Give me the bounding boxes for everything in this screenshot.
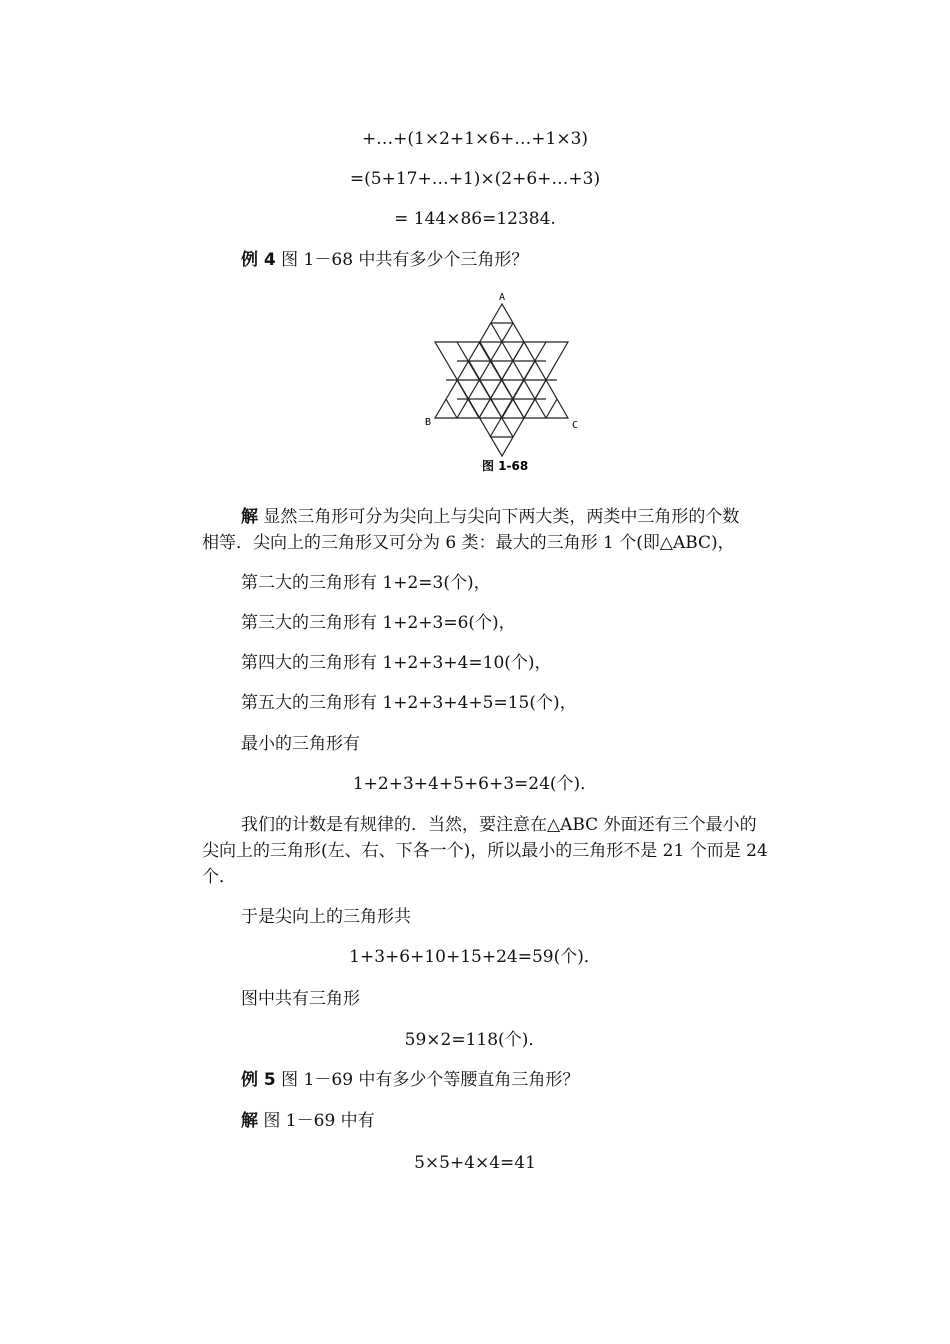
vertex-b-label: B [425,417,432,428]
star-triangle-figure [420,288,590,478]
paragraph-line-3: 个． [202,867,236,887]
example-5-question: 图 1－69 中有多少个等腰直角三角形？ [281,1070,580,1090]
step-smallest: 最小的三角形有 [241,734,360,754]
solution-5-label: 解 [241,1111,258,1131]
equation-line-1: +…+(1×2+1×6+…+1×3) [361,129,589,149]
solution-text-1: 显然三角形可分为尖向上与尖向下两大类，两类中三角形的个数 [263,507,740,527]
total-equation: 59×2=118(个)． [404,1030,546,1050]
paragraph-line-2: 尖向上的三角形(左、右、下各一个)，所以最小的三角形不是 21 个而是 24 [202,841,768,861]
paragraph-line-1: 我们的计数是有规律的．当然，要注意在△ABC 外面还有三个最小的 [241,815,757,835]
vertex-a-label: A [499,292,506,303]
solution-5-text: 图 1－69 中有 [263,1111,375,1131]
step-fourth: 第四大的三角形有 1+2+3+4=10(个)， [241,653,552,673]
solution-5 [241,1110,375,1132]
solution-line-1 [241,506,739,528]
example-4-question: 图 1－68 中共有多少个三角形？ [281,250,529,270]
final-equation: 5×5+4×4=41 [414,1153,536,1173]
sum-intro: 于是尖向上的三角形共 [241,907,411,927]
equation-line-3: = 144×86=12384. [394,209,556,229]
example-5-label: 例 5 [241,1070,276,1090]
example-5 [241,1069,579,1091]
total-intro: 图中共有三角形 [241,989,360,1009]
step-smallest-equation: 1+2+3+4+5+6+3=24(个)． [352,774,598,794]
equation-line-2: =(5+17+…+1)×(2+6+…+3) [349,169,601,189]
star-triangle-diagram [420,288,590,478]
step-third: 第三大的三角形有 1+2+3=6(个)， [241,613,516,633]
step-second: 第二大的三角形有 1+2=3(个)， [241,573,491,593]
solution-label: 解 [241,507,258,527]
solution-line-2: 相等．尖向上的三角形又可分为 6 类：最大的三角形 1 个(即△ABC)， [202,533,735,553]
example-4-label: 例 4 [241,250,276,270]
sum-equation: 1+3+6+10+15+24=59(个)． [349,947,601,967]
vertex-c-label: C [572,420,579,431]
figure-caption: 图 1-68 [482,459,529,473]
step-fifth: 第五大的三角形有 1+2+3+4+5=15(个)， [241,693,577,713]
example-4 [241,249,528,271]
